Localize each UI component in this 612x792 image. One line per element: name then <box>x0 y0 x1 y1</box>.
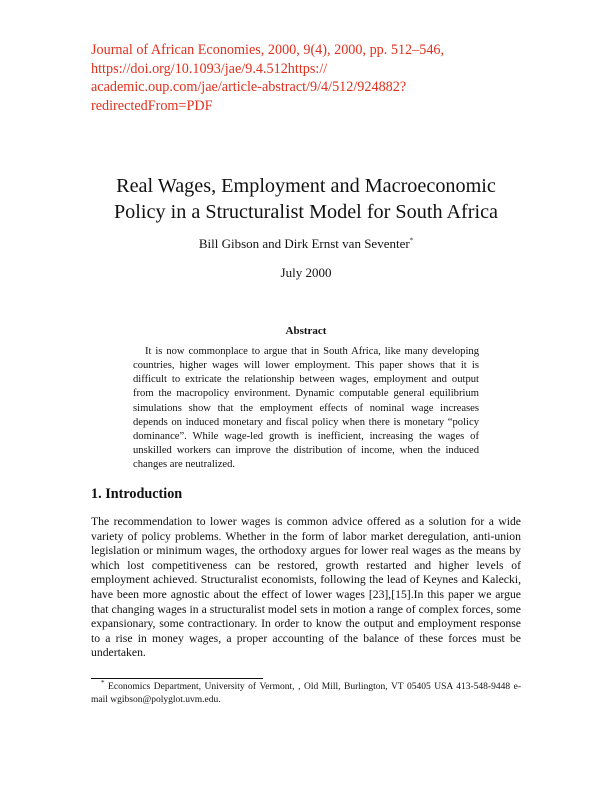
author-footnote-mark: * <box>409 236 414 245</box>
footnote-divider <box>91 678 263 679</box>
abstract-heading: Abstract <box>285 325 327 337</box>
authors <box>0 236 612 252</box>
introduction-paragraph: The recommendation to lower wages is common advice offered as a solution for a wide variety of policy problems. Whether in the form of labor market deregulation, anti-union legislation or minimum wages, the orthodoxy argues for lower real wages as the means by which lost competitiveness can be restored, growth restarted and higher levels of employment achieved. Structuralist economists, following the lead of Keynes and Kalecki, have been more agnostic about the effect of lower wages [23],[15].In this paper we argue that changing wages in a structuralist model sets in motion a range of complex forces, some expansionary, some contractionary. In order to know the output and employment response to a rise in money wages, a proper accounting of the balance of these forces must be undertaken. <box>91 515 521 660</box>
footnote-text: Economics Department, University of Vermont, , Old Mill, Burlington, VT 05405 USA 413-548-9448 e-mail wgibson@polyglot.uvm.edu. <box>91 682 522 705</box>
footnote <box>91 678 522 706</box>
footnote-mark: * <box>101 678 105 687</box>
section-heading-introduction: 1. Introduction <box>91 486 183 502</box>
title-line-2: Policy in a Structuralist Model for South Africa <box>113 201 499 223</box>
paper-title <box>0 173 612 225</box>
paper-date: July 2000 <box>280 265 332 280</box>
author-names: Bill Gibson and Dirk Ernst van Seventer <box>198 236 410 251</box>
abstract-text: It is now commonplace to argue that in South Africa, like many developing countries, higher wages will lower employment. This paper shows that it is difficult to extricate the relationship between wages, employment and output from the macropolicy environment. Dynamic computable general equilibrium simulations show that the employment effects of nominal wage increases depends on induced monetary and fiscal policy when there is monetary “policy dominance”. While wage-led growth is inefficient, increasing the wages of unskilled workers can improve the distribution of income, when the induced changes are neutralized. <box>133 346 479 471</box>
citation-link[interactable]: Journal of African Economies, 2000, 9(4), 2000, pp. 512–546, https://doi.org/10.1093/jae/9.4.512https:// academic.oup.com/jae/article-abstract/9/4/512/924882? redirectedFrom=PDF <box>91 42 445 114</box>
title-line-1: Real Wages, Employment and Macroeconomic <box>116 175 496 197</box>
